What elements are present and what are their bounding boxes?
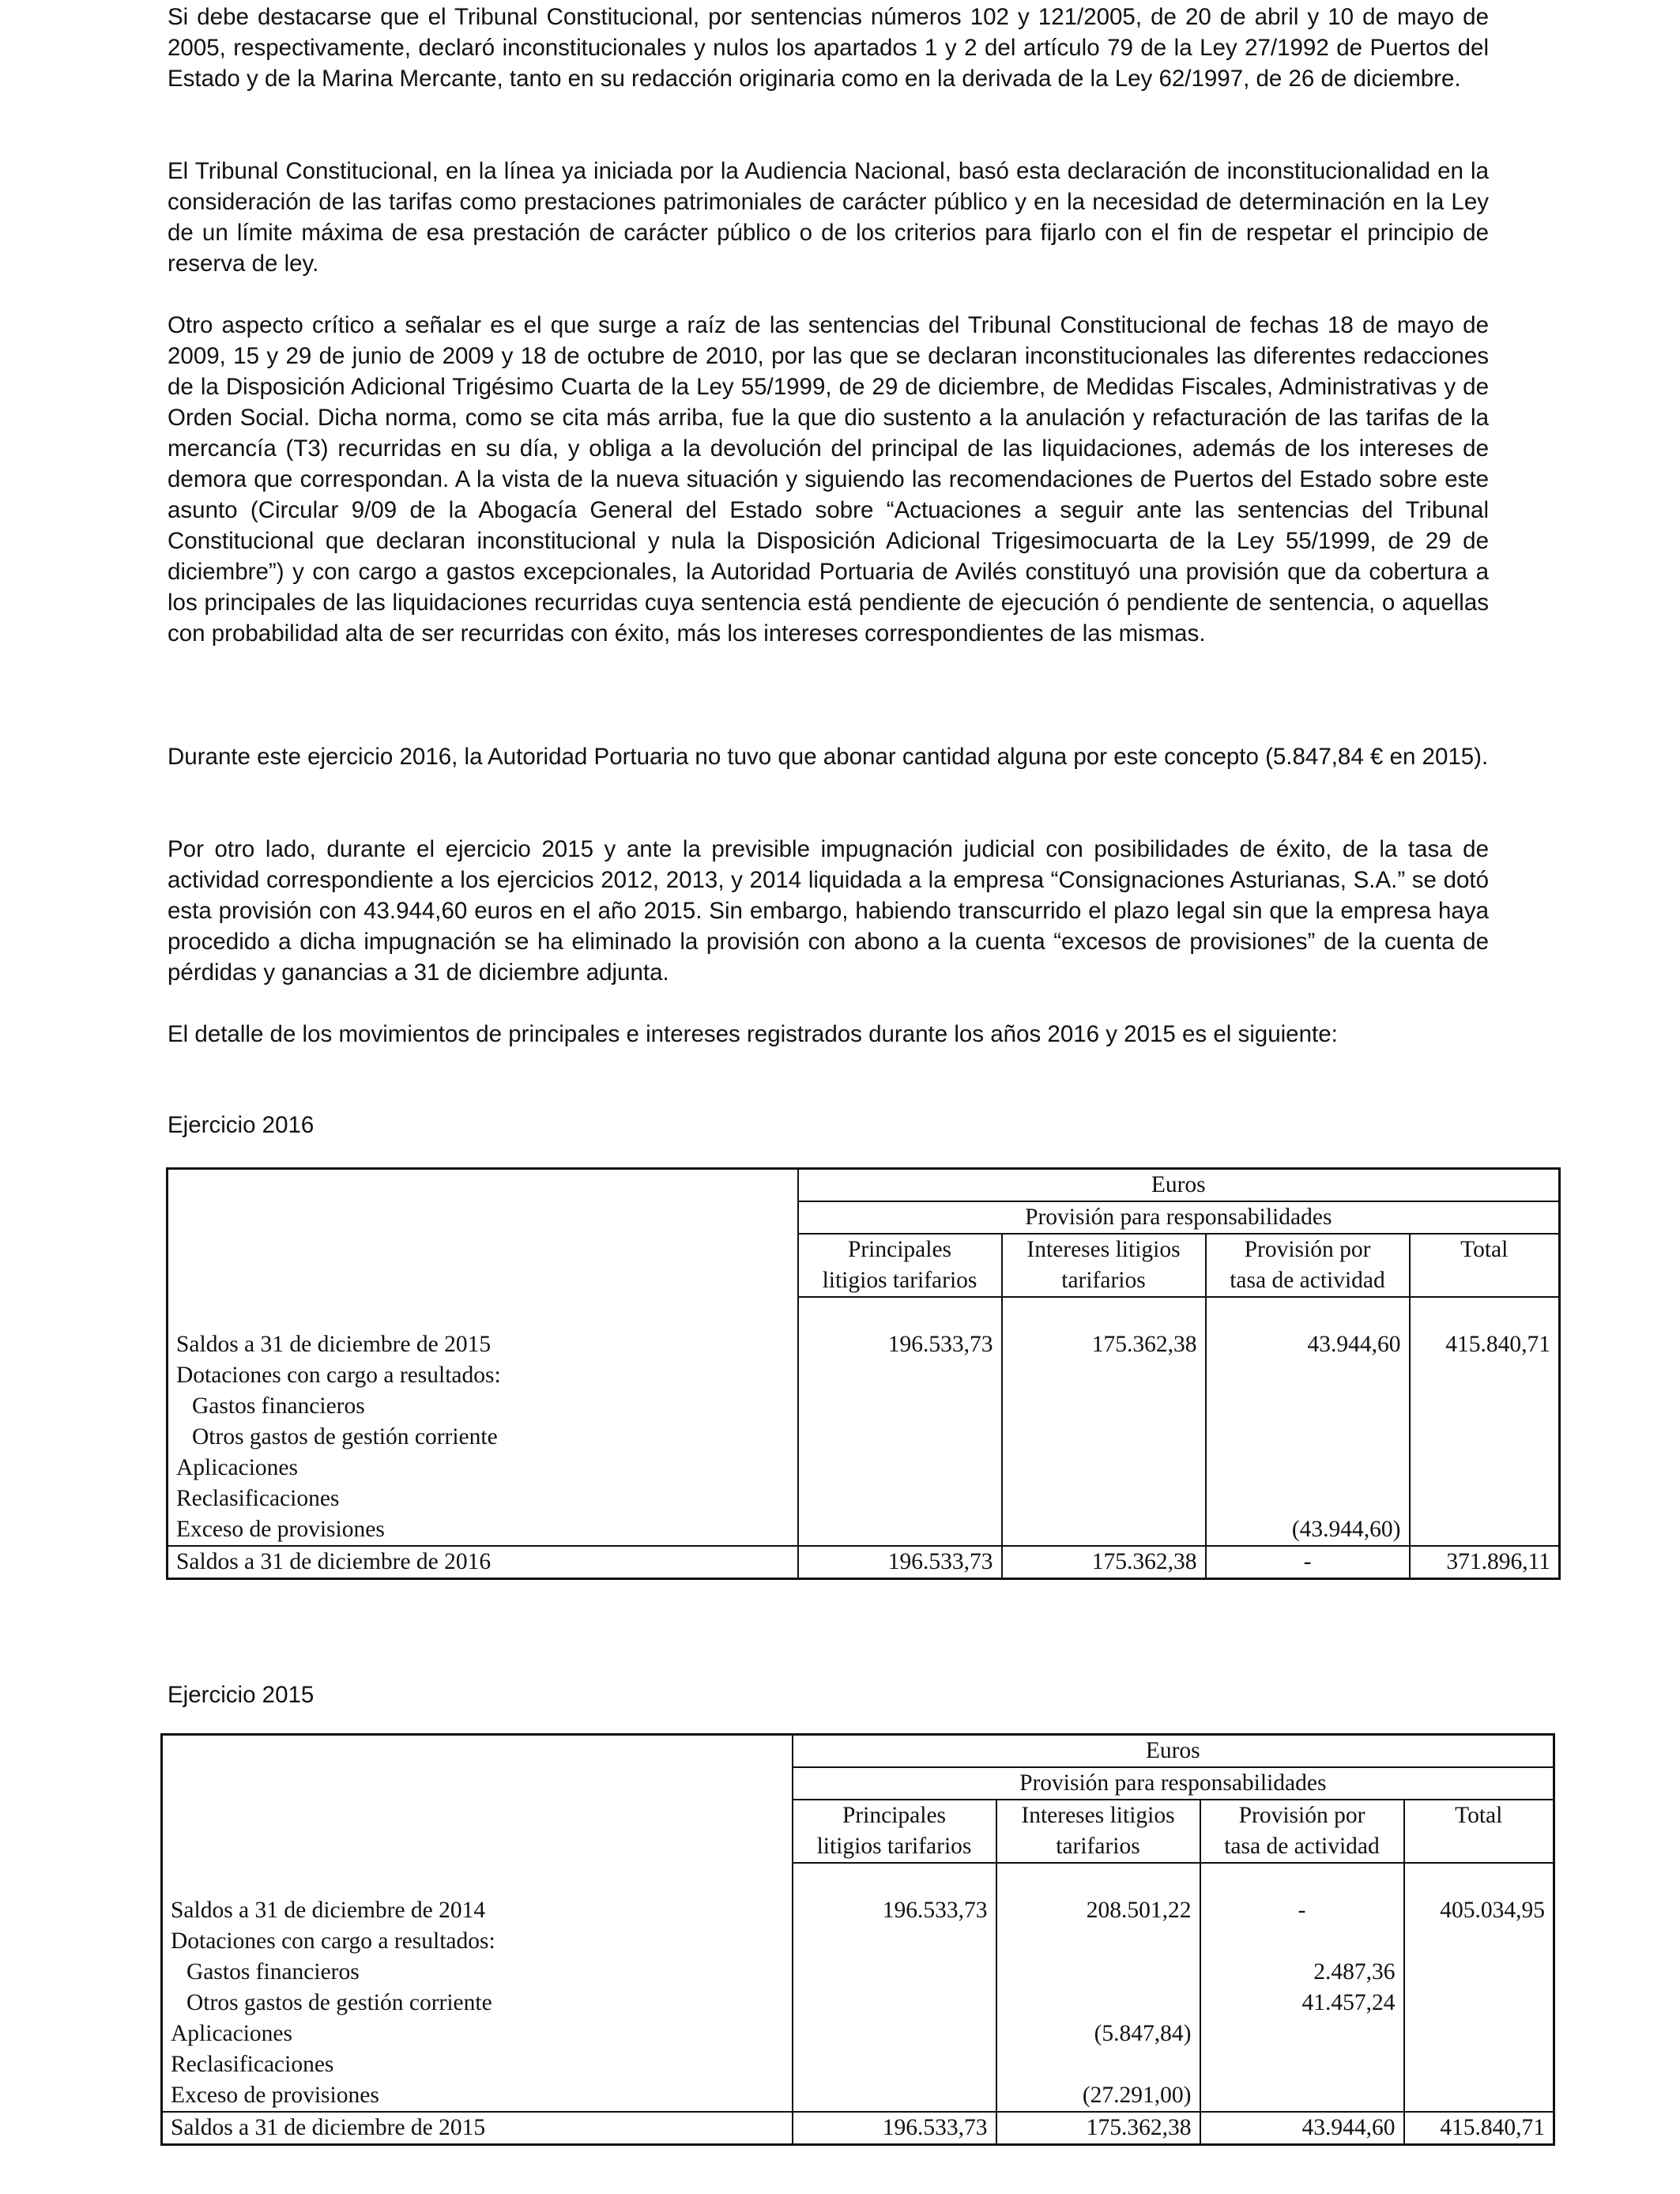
row-value xyxy=(996,1988,1200,2019)
column-header xyxy=(1002,1234,1206,1297)
row-value xyxy=(1404,2049,1554,2080)
row-value: 415.840,71 xyxy=(1404,2112,1554,2145)
row-label: Gastos financieros xyxy=(186,1959,360,1985)
table-row xyxy=(162,1926,1554,1957)
row-value xyxy=(793,1957,996,1988)
table-row xyxy=(168,1514,1560,1546)
column-header-line: tasa de actividad xyxy=(1230,1268,1385,1293)
column-header-line: Principales xyxy=(847,1237,952,1262)
paragraph-6: El detalle de los movimientos de principales e intereses registrados durante los años 2016 y 2015 es el siguiente: xyxy=(168,1021,1338,1047)
header-blank xyxy=(162,1735,793,1864)
row-value xyxy=(1206,1391,1410,1422)
header-provision: Provisión para responsabilidades xyxy=(798,1201,1560,1234)
row-value: 43.944,60 xyxy=(1206,1329,1410,1360)
row-value: 43.944,60 xyxy=(1200,2112,1404,2145)
row-value xyxy=(1404,1957,1554,1988)
table-row xyxy=(162,1957,1554,1988)
paragraph-2: El Tribunal Constitucional, en la línea ya iniciada por la Audiencia Nacional, basó esta declaración de inconstitucionalidad en la consideración de las tarifas como prestaciones patrimoniales de carácter público y en la necesidad de determinación en la Ley de un límite máxima de esa prestación de carácter público o de los criterios para fijarlo con el fin de respetar el principio de reserva de ley. xyxy=(168,158,1489,277)
row-value xyxy=(1410,1422,1560,1453)
row-value xyxy=(1404,1988,1554,2019)
table-row xyxy=(168,1422,1560,1453)
row-value xyxy=(1410,1360,1560,1391)
table-row xyxy=(168,1453,1560,1483)
column-header xyxy=(798,1234,1002,1297)
row-value xyxy=(1410,1391,1560,1422)
header-provision: Provisión para responsabilidades xyxy=(793,1767,1554,1800)
row-value xyxy=(1002,1483,1206,1514)
column-header xyxy=(1206,1234,1410,1297)
row-value: 196.533,73 xyxy=(793,1895,996,1926)
column-header xyxy=(793,1800,996,1863)
row-value: (43.944,60) xyxy=(1206,1514,1410,1546)
paragraph-3: Otro aspecto crítico a señalar es el que surge a raíz de las sentencias del Tribunal Constitucional de fechas 18 de mayo de 2009, 15 y 29 de junio de 2009 y 18 de octubre de 2010, por las que se declaran inconstitucionales las diferentes redacciones de la Disposición Adicional Trigésimo Cuarta de la Ley 55/1999, de 29 de diciembre, de Medidas Fiscales, Administrativas y de Orden Social. Dicha norma, como se cita más arriba, fue la que dio sustento a la anulación y refacturación de las tarifas de la mercancía (T3) recurridas en su día, y obliga a la devolución del principal de las liquidaciones, además de los intereses de demora que correspondan. A la vista de la nueva situación y siguiendo las recomendaciones de Puertos del Estado sobre este asunto (Circular 9/09 de la Abogacía General del Estado sobre “Actuaciones a seguir ante las sentencias del Tribunal Constitucional que declaran inconstitucional y nula la Disposición Adicional Trigesimocuarta de la Ley 55/1999, de 29 de diciembre”) y con cargo a gastos excepcionales, la Autoridad Portuaria de Avilés constituyó una provisión que da cobertura a los principales de las liquidaciones recurridas cuya sentencia está pendiente de ejecución ó pendiente de sentencia, o aquellas con probabilidad alta de ser recurridas con éxito, más los intereses correspondientes de las mismas. xyxy=(168,312,1489,647)
column-header-line: tarifarios xyxy=(1061,1268,1146,1293)
paragraph-5: Por otro lado, durante el ejercicio 2015 y ante la previsible impugnación judicial con posibilidades de éxito, de la tasa de actividad correspondiente a los ejercicios 2012, 2013, y 2014 liquidada a la empresa “Consignaciones Asturianas, S.A.” se dotó esta provisión con 43.944,60 euros en el año 2015. Sin embargo, habiendo transcurrido el plazo legal sin que la empresa haya procedido a dicha impugnación se ha eliminado la provisión con abono a la cuenta “excesos de provisiones” de la cuenta de pérdidas y ganancias a 31 de diciembre adjunta. xyxy=(168,836,1489,986)
row-value xyxy=(1206,1360,1410,1391)
row-value: 2.487,36 xyxy=(1200,1957,1404,1988)
row-value xyxy=(793,2019,996,2049)
row-value xyxy=(1200,2049,1404,2080)
column-header-line: Intereses litigios xyxy=(1021,1803,1175,1828)
column-header-line: Principales xyxy=(842,1803,947,1828)
row-value xyxy=(798,1453,1002,1483)
header-euros: Euros xyxy=(798,1169,1560,1202)
row-value xyxy=(1404,1926,1554,1957)
row-value: 415.840,71 xyxy=(1410,1329,1560,1360)
row-value xyxy=(1206,1483,1410,1514)
column-header xyxy=(1410,1234,1560,1297)
row-value xyxy=(1410,1514,1560,1546)
table-row xyxy=(168,1483,1560,1514)
header-blank xyxy=(168,1169,798,1298)
column-header-line: litigios tarifarios xyxy=(822,1268,977,1293)
table-caption-2016: Ejercicio 2016 xyxy=(168,1112,315,1138)
row-value: 208.501,22 xyxy=(996,1895,1200,1926)
row-label: Saldos a 31 de diciembre de 2016 xyxy=(168,1546,798,1579)
row-value: 371.896,11 xyxy=(1410,1546,1560,1579)
table-row xyxy=(162,2080,1554,2112)
row-value: 196.533,73 xyxy=(798,1329,1002,1360)
row-label: Saldos a 31 de diciembre de 2014 xyxy=(171,1898,486,1923)
row-value: 405.034,95 xyxy=(1404,1895,1554,1926)
table-row xyxy=(162,1895,1554,1926)
row-label: Exceso de provisiones xyxy=(176,1517,385,1542)
row-value xyxy=(1200,1926,1404,1957)
row-value xyxy=(996,1926,1200,1957)
row-label: Otros gastos de gestión corriente xyxy=(192,1424,498,1449)
row-value: 175.362,38 xyxy=(1002,1546,1206,1579)
row-label: Aplicaciones xyxy=(176,1455,298,1480)
row-label: Dotaciones con cargo a resultados: xyxy=(171,1928,495,1954)
row-value xyxy=(793,2080,996,2112)
row-value: 196.533,73 xyxy=(793,2112,996,2145)
row-value xyxy=(1404,2019,1554,2049)
provision-table-2016 xyxy=(166,1167,1561,1580)
header-euros: Euros xyxy=(793,1735,1554,1768)
row-value xyxy=(1410,1483,1560,1514)
row-value xyxy=(1002,1453,1206,1483)
row-value: - xyxy=(1200,1895,1404,1926)
row-value: - xyxy=(1206,1546,1410,1579)
row-value xyxy=(793,1988,996,2019)
row-value xyxy=(798,1391,1002,1422)
row-label: Saldos a 31 de diciembre de 2015 xyxy=(162,2112,793,2145)
row-value xyxy=(798,1483,1002,1514)
row-value: (27.291,00) xyxy=(996,2080,1200,2112)
row-value xyxy=(793,1926,996,1957)
row-value xyxy=(798,1360,1002,1391)
row-label: Saldos a 31 de diciembre de 2015 xyxy=(176,1332,492,1357)
row-value xyxy=(798,1514,1002,1546)
column-header-line: litigios tarifarios xyxy=(816,1834,972,1859)
column-header xyxy=(1404,1800,1554,1863)
table-row xyxy=(162,1988,1554,2019)
row-label: Exceso de provisiones xyxy=(171,2083,379,2108)
row-label: Gastos financieros xyxy=(192,1393,365,1419)
row-label: Otros gastos de gestión corriente xyxy=(186,1990,492,2015)
table-row xyxy=(168,1329,1560,1360)
table-row xyxy=(162,2049,1554,2080)
row-value: 175.362,38 xyxy=(996,2112,1200,2145)
row-value xyxy=(1206,1422,1410,1453)
row-value xyxy=(996,1957,1200,1988)
row-value xyxy=(1002,1514,1206,1546)
row-value: 196.533,73 xyxy=(798,1546,1002,1579)
column-header-line: Intereses litigios xyxy=(1026,1237,1181,1262)
table-caption-2015: Ejercicio 2015 xyxy=(168,1682,315,1708)
table-row xyxy=(162,2112,1554,2145)
row-value: (5.847,84) xyxy=(996,2019,1200,2049)
column-header-line: Total xyxy=(1460,1237,1509,1262)
row-value xyxy=(1200,2019,1404,2049)
provision-table-2015 xyxy=(160,1733,1555,2146)
row-label: Reclasificaciones xyxy=(176,1486,340,1511)
table-row xyxy=(168,1391,1560,1422)
row-value xyxy=(1002,1422,1206,1453)
column-header-line: Provisión por xyxy=(1238,1803,1365,1828)
row-value xyxy=(1410,1453,1560,1483)
column-header-line: Total xyxy=(1455,1803,1503,1828)
row-value xyxy=(996,2049,1200,2080)
paragraph-4: Durante este ejercicio 2016, la Autoridad Portuaria no tuvo que abonar cantidad alguna por este concepto (5.847,84 € en 2015). xyxy=(168,744,1489,770)
row-label: Dotaciones con cargo a resultados: xyxy=(176,1363,501,1388)
row-value xyxy=(1404,2080,1554,2112)
row-label: Aplicaciones xyxy=(171,2021,292,2046)
column-header xyxy=(996,1800,1200,1863)
table-row xyxy=(168,1360,1560,1391)
column-header-line: Provisión por xyxy=(1244,1237,1371,1262)
row-value xyxy=(1002,1391,1206,1422)
row-value: 175.362,38 xyxy=(1002,1329,1206,1360)
table-row xyxy=(162,2019,1554,2049)
table-row xyxy=(168,1546,1560,1579)
paragraph-1: Si debe destacarse que el Tribunal Constitucional, por sentencias números 102 y 121/2005, de 20 de abril y 10 de mayo de 2005, respectivamente, declaró inconstitucionales y nulos los apartados 1 y 2 del artículo 79 de la Ley 27/1992 de Puertos del Estado y de la Marina Mercante, tanto en su redacción originaria como en la derivada de la Ley 62/1997, de 26 de diciembre. xyxy=(168,4,1489,92)
row-value xyxy=(1206,1453,1410,1483)
row-value xyxy=(1002,1360,1206,1391)
row-label: Reclasificaciones xyxy=(171,2052,334,2077)
row-value xyxy=(793,2049,996,2080)
row-value xyxy=(798,1422,1002,1453)
column-header xyxy=(1200,1800,1404,1863)
row-value: 41.457,24 xyxy=(1200,1988,1404,2019)
row-value xyxy=(1200,2080,1404,2112)
column-header-line: tarifarios xyxy=(1056,1834,1140,1859)
column-header-line: tasa de actividad xyxy=(1224,1834,1380,1859)
